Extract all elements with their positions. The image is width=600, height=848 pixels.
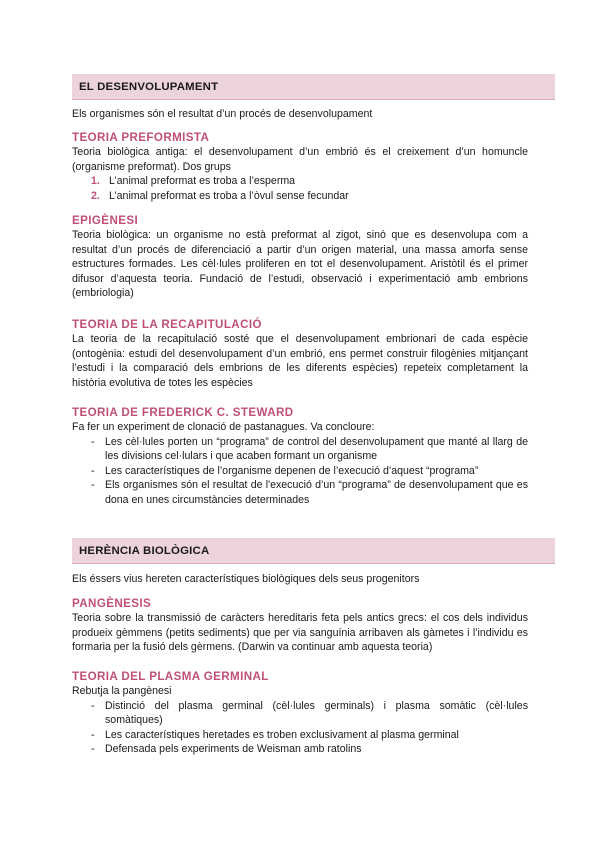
list-item-text: L’animal preformat es troba a l’òvul sense fecundar (109, 189, 349, 202)
list-item-text: Les cèl·lules porten un “programa” de control del desenvolupament que manté al llarg de les divisions cel·lulars i que acaben formant un organisme (105, 435, 528, 463)
paragraph-epigenesi: Teoria biològica: un organisme no està preformat al zigot, sinó que es desenvolupa com a resultat d’un procés de diferenciació a partir d’un origen material, una massa amorfa sense estructures formades. Les cèl·lules proliferen en tot el desenvolupament. Aristòtil és el primer difusor d’aquesta teoria. Fundació de l’estudi, observació i experimentació amb embrions (embriologia) (72, 229, 528, 300)
list-dash: - (91, 743, 95, 756)
paragraph-pangenesi: Teoria sobre la transmissió de caràcters hereditaris feta pels antics grecs: el cos dels individus produeix gèmmens (petits sediments) que per via sanguínia arribaven als gàmetes i l’individu es formaria per la fusió dels gèrmens. (Darwin va continuar amb aquesta teoria) (72, 612, 528, 654)
list-item (72, 728, 528, 743)
list-item-text: Les característiques de l’organisme depenen de l’execució d’aquest “programa” (105, 464, 479, 477)
paragraph-steward: Fa fer un experiment de clonació de pastanagues. Va concloure: (72, 421, 375, 433)
block-recapitulacio (72, 318, 528, 390)
list-item (72, 699, 528, 728)
section-intro: Els organismes són el resultat d’un procés de desenvolupament (72, 108, 373, 120)
numbered-list-preformista (72, 174, 528, 203)
section-intro: Els éssers vius hereten característiques biològiques dels seus progenitors (72, 573, 420, 585)
list-item-text: Defensada pels experiments de Weisman amb ratolins (105, 743, 362, 756)
section-header-herencia (72, 538, 555, 564)
paragraph-plasma-germinal: Rebutja la pangènesi (72, 685, 172, 697)
dash-list-plasma-germinal (72, 699, 528, 757)
list-item-text: Distinció del plasma germinal (cèl·lules germinals) i plasma somàtic (cèl·lules somàtiques) (105, 699, 528, 727)
list-item (72, 464, 528, 479)
list-dash: - (91, 699, 95, 712)
subheading-pangenesi: PANGÈNESIS (72, 597, 152, 610)
list-item (72, 478, 528, 507)
section-header-desenvolupament (72, 74, 555, 100)
paragraph-preformista: Teoria biològica antiga: el desenvolupament d’un embrió és el creixement d’un homuncle (organisme preformat). Dos grups (72, 146, 528, 173)
list-item-text: L’animal preformat es troba a l’esperma (109, 175, 296, 188)
list-dash: - (91, 728, 95, 741)
block-pangenesi (72, 597, 528, 655)
block-steward (72, 406, 528, 508)
block-preformista (72, 131, 528, 203)
dash-list-steward (72, 435, 528, 508)
block-epigenesi (72, 214, 528, 301)
subheading-plasma-germinal: TEORIA DEL PLASMA GERMINAL (72, 670, 269, 683)
list-item-text: Les característiques heretades es troben exclusivament al plasma germinal (105, 728, 459, 741)
section-title: HERÈNCIA BIOLÒGICA (79, 545, 210, 557)
list-dash: - (91, 479, 95, 492)
subheading-recapitulacio: TEORIA DE LA RECAPITULACIÓ (72, 318, 262, 331)
list-item (72, 189, 528, 204)
subheading-preformista: TEORIA PREFORMISTA (72, 131, 210, 144)
list-dash: - (91, 435, 95, 448)
subheading-epigenesi: EPIGÈNESI (72, 214, 139, 227)
paragraph-recapitulacio: La teoria de la recapitulació sosté que el desenvolupament embrionari de cada espècie (ontogènia: estudi del desenvolupament d’un embrió, ens permet construir filogènies mitjançant l’estudi i la comparació dels embrions de les diferents espècies) repeteix completament la història evolutiva de totes les espècies (72, 333, 528, 389)
list-item (72, 435, 528, 464)
section-title: EL DESENVOLUPAMENT (79, 81, 219, 93)
list-dash: - (91, 464, 95, 477)
block-plasma-germinal (72, 670, 528, 757)
list-number: 1. (91, 175, 100, 188)
list-item-text: Els organismes són el resultat de l'execució d’un “programa” de desenvolupament que es dona en unes circumstàncies determinades (105, 479, 528, 506)
subheading-steward: TEORIA DE FREDERICK C. STEWARD (72, 406, 294, 419)
list-item (72, 174, 528, 189)
list-number: 2. (91, 189, 100, 202)
list-item (72, 742, 528, 757)
